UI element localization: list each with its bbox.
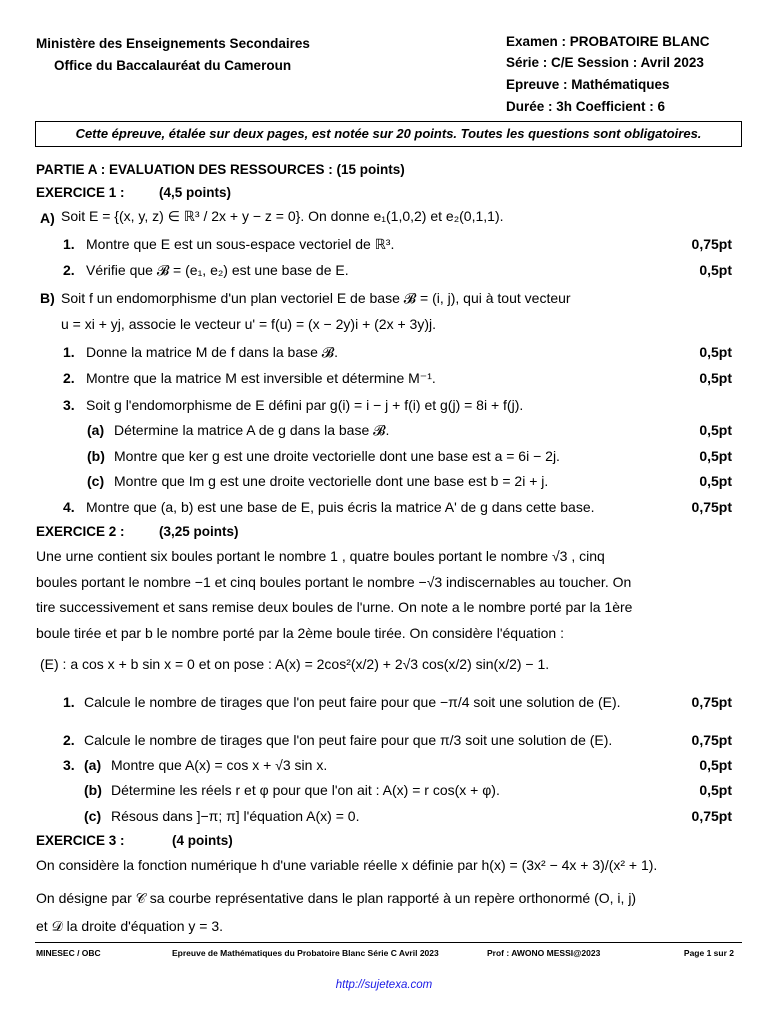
footer-page: Page 1 sur 2 — [683, 948, 734, 958]
ex2-paragraph-4: boule tirée et par b le nombre porté par la 2ème boule tirée. On considère l'équation : — [36, 625, 564, 641]
exam-series: Série : C/E Session : Avril 2023 — [506, 55, 704, 70]
ex2-q2-num: 2. — [63, 732, 75, 748]
ex2-paragraph-2: boules portant le nombre −1 et cinq boules portant le nombre −√3 indiscernables au toucher. On — [36, 574, 632, 590]
ex2-q3b-points: 0,5pt — [699, 782, 732, 798]
ex2-q1-text: Calcule le nombre de tirages que l'on peut faire pour que −π/4 soit une solution de (E). — [84, 694, 621, 710]
ex1-b3a-points: 0,5pt — [699, 422, 732, 438]
ex3-paragraph-3: et 𝒟 la droite d'équation y = 3. — [36, 918, 224, 934]
ex1-a-label: A) — [40, 210, 55, 226]
partie-a-heading: PARTIE A : EVALUATION DES RESSOURCES : (15 points) — [36, 162, 405, 177]
ex2-q3b-label: (b) — [84, 782, 102, 798]
ex3-title: EXERCICE 3 : — [36, 833, 125, 848]
ex1-b3b-points: 0,5pt — [699, 448, 732, 464]
ex2-points: (3,25 points) — [159, 524, 239, 539]
ex2-paragraph-1: Une urne contient six boules portant le nombre 1 , quatre boules portant le nombre √3 , cinq — [36, 548, 605, 564]
ex1-b-text2: u = xi + yj, associe le vecteur u' = f(u) = (x − 2y)i + (2x + 3y)j. — [61, 316, 436, 332]
exam-subject: Epreuve : Mathématiques — [506, 77, 670, 92]
ex1-b2-points: 0,5pt — [699, 370, 732, 386]
ex1-b4-text: Montre que (a, b) est une base de E, puis écris la matrice A' de g dans cette base. — [86, 499, 595, 515]
footer-prof: Prof : AWONO MESSI@2023 — [487, 948, 601, 958]
ex3-paragraph-2: On désigne par 𝒞 sa courbe représentative dans le plan rapporté à un repère orthonormé (O, i, j) — [36, 890, 637, 906]
ex1-a1-num: 1. — [63, 236, 75, 252]
ex1-b3c-label: (c) — [87, 473, 105, 489]
ex1-b-text1: Soit f un endomorphisme d'un plan vectoriel E de base 𝓑 = (i, j), qui à tout vecteur — [61, 290, 571, 306]
ex2-q3a-label: (a) — [84, 757, 102, 773]
ex1-b3c-points: 0,5pt — [699, 473, 732, 489]
ex1-a1-points: 0,75pt — [691, 236, 732, 252]
ex1-a1-text: Montre que E est un sous-espace vectoriel de ℝ³. — [86, 236, 395, 252]
ex1-b1-points: 0,5pt — [699, 344, 732, 360]
ex2-q3c-points: 0,75pt — [691, 808, 732, 824]
ex2-equation: (E) : a cos x + b sin x = 0 et on pose : A(x) = 2cos²(x/2) + 2√3 cos(x/2) sin(x/2) − 1. — [40, 656, 550, 672]
ex2-q2-points: 0,75pt — [691, 732, 732, 748]
ex1-b1-num: 1. — [63, 344, 75, 360]
ex1-a2-points: 0,5pt — [699, 262, 732, 278]
ex1-b2-text: Montre que la matrice M est inversible et détermine M⁻¹. — [86, 370, 436, 386]
ex2-q1-points: 0,75pt — [691, 694, 732, 710]
footer-rule — [35, 942, 742, 943]
ex2-paragraph-3: tire successivement et sans remise deux boules de l'urne. On note a le nombre porté par la 1ère — [36, 599, 633, 615]
footer-center: Epreuve de Mathématiques du Probatoire Blanc Série C Avril 2023 — [172, 948, 439, 958]
ex1-a2-text: Vérifie que 𝓑 = (e₁, e₂) est une base de E. — [86, 262, 349, 278]
sujetexa-link[interactable]: http://sujetexa.com — [335, 979, 433, 991]
ex1-b4-points: 0,75pt — [691, 499, 732, 515]
ex2-q3a-text: Montre que A(x) = cos x + √3 sin x. — [111, 757, 328, 773]
ex2-q1-num: 1. — [63, 694, 75, 710]
ex3-points: (4 points) — [172, 833, 233, 848]
footer-left: MINESEC / OBC — [36, 948, 101, 958]
ex1-b3-text: Soit g l'endomorphisme de E défini par g(i) = i − j + f(i) et g(j) = 8i + f(j). — [86, 397, 524, 413]
ex2-q3c-text: Résous dans ]−π; π] l'équation A(x) = 0. — [111, 808, 360, 824]
ex1-a2-num: 2. — [63, 262, 75, 278]
ministry-line2: Office du Baccalauréat du Cameroun — [54, 58, 292, 73]
ex1-b3b-label: (b) — [87, 448, 105, 464]
ex1-b1-text: Donne la matrice M de f dans la base 𝓑. — [86, 344, 339, 360]
ex1-b3-num: 3. — [63, 397, 75, 413]
ex1-b2-num: 2. — [63, 370, 75, 386]
exam-duration: Durée : 3h Coefficient : 6 — [506, 99, 666, 114]
ex1-b3a-text: Détermine la matrice A de g dans la base 𝓑. — [114, 422, 390, 438]
ex2-q3-num: 3. — [63, 757, 75, 773]
ex2-q3c-label: (c) — [84, 808, 102, 824]
exam-title: Examen : PROBATOIRE BLANC — [506, 34, 710, 49]
ex1-a-text: Soit E = {(x, y, z) ∈ ℝ³ / 2x + y − z = 0}. On donne e₁(1,0,2) et e₂(0,1,1). — [61, 208, 504, 224]
ex2-q3b-text: Détermine les réels r et φ pour que l'on ait : A(x) = r cos(x + φ). — [111, 782, 500, 798]
ex2-q3a-points: 0,5pt — [699, 757, 732, 773]
ex1-b-label: B) — [40, 290, 55, 306]
ministry-line1: Ministère des Enseignements Secondaires — [36, 36, 310, 51]
ex1-b3a-label: (a) — [87, 422, 105, 438]
notice-box: Cette épreuve, étalée sur deux pages, est notée sur 20 points. Toutes les questions sont obligatoires. — [35, 121, 742, 147]
ex1-b3b-text: Montre que ker g est une droite vectorielle dont une base est a = 6i − 2j. — [114, 448, 560, 464]
ex1-title: EXERCICE 1 : — [36, 185, 125, 200]
ex1-points: (4,5 points) — [159, 185, 232, 200]
ex2-title: EXERCICE 2 : — [36, 524, 125, 539]
ex2-q2-text: Calcule le nombre de tirages que l'on peut faire pour que π/3 soit une solution de (E). — [84, 732, 613, 748]
ex1-b4-num: 4. — [63, 499, 75, 515]
ex1-b3c-text: Montre que Im g est une droite vectorielle dont une base est b = 2i + j. — [114, 473, 549, 489]
ex3-paragraph-1: On considère la fonction numérique h d'une variable réelle x définie par h(x) = (3x² − 4x + 3)/(x² + 1). — [36, 857, 658, 873]
